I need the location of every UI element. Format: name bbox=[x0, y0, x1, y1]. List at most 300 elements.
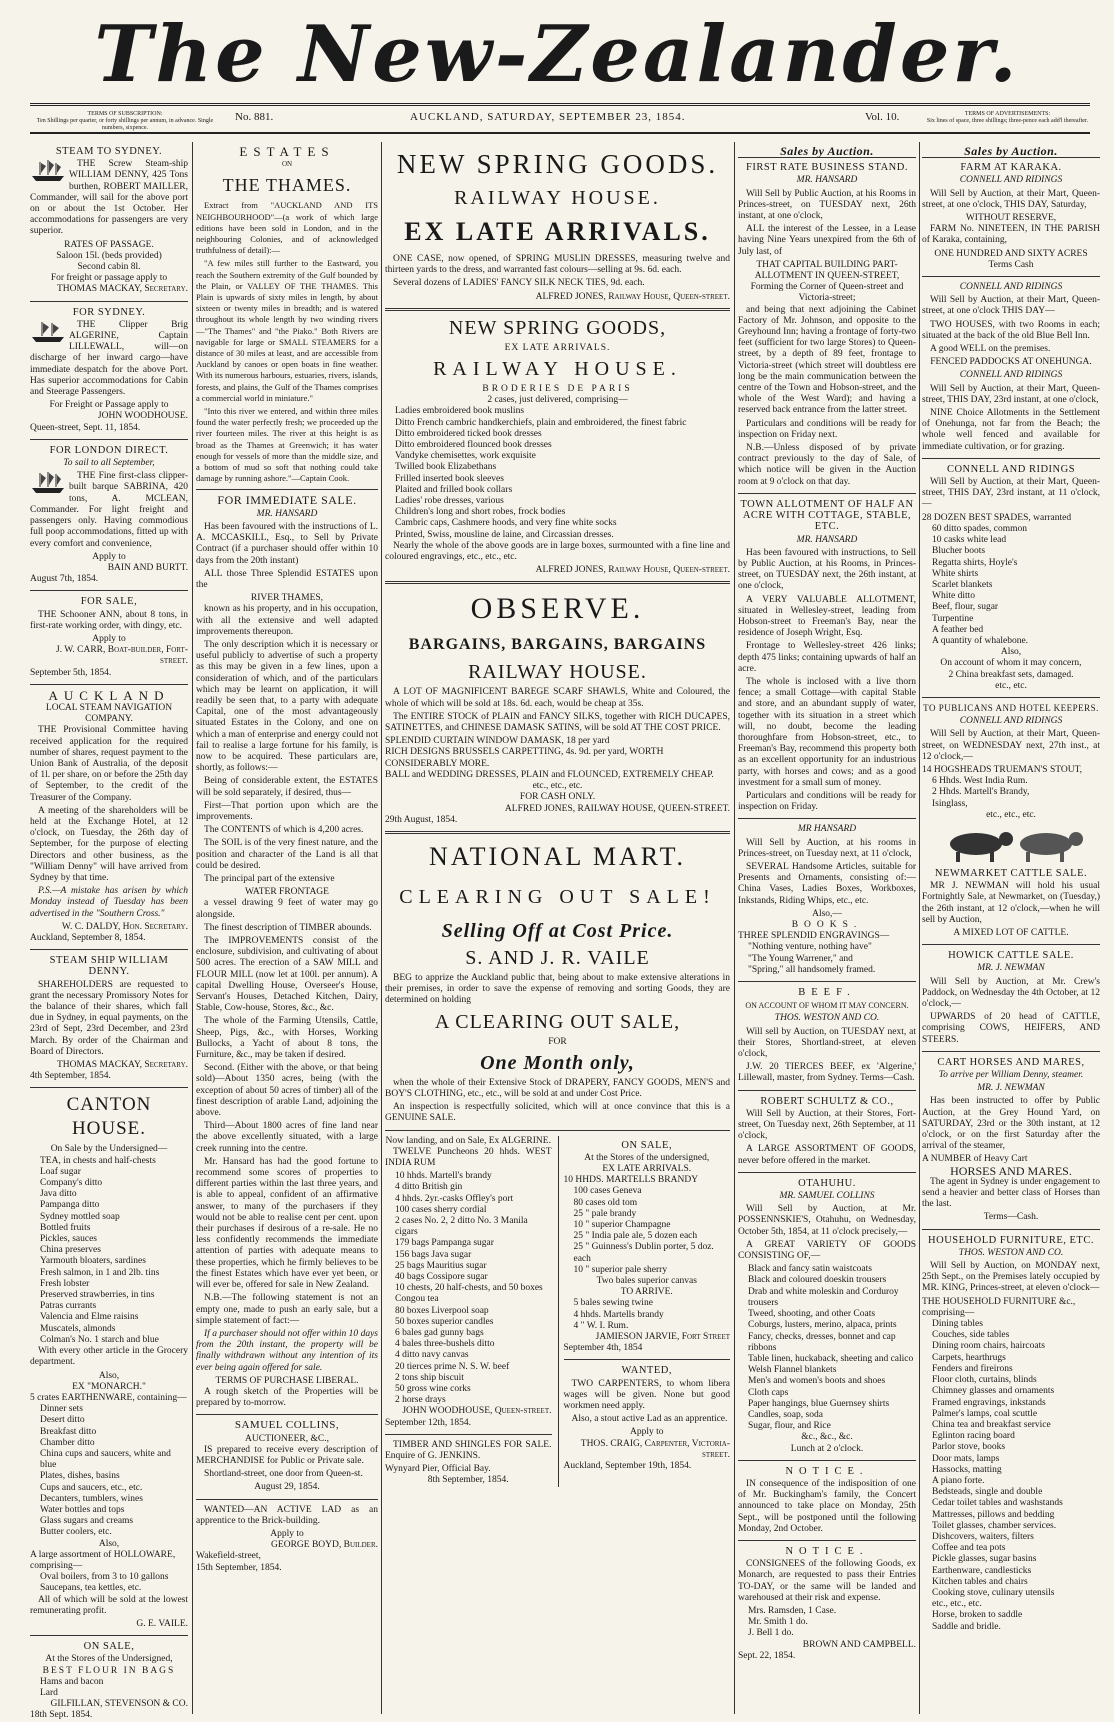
list-item: Sydney mottled soap bbox=[40, 1211, 120, 1222]
ad-heading: TOWN ALLOTMENT OF HALF AN ACRE WITH COTTAGE, STABLE, ETC. bbox=[740, 498, 914, 533]
ad-body: The ENTIRE STOCK of PLAIN and FANCY SILKS, together with RICH DUCAPES, SATINETTES, and CHINESE DAMASK SATINS, will be sold AT THE COST PRICE. bbox=[385, 711, 730, 734]
divider bbox=[385, 1130, 730, 1131]
list-item: TEA, in chests and half-chests bbox=[40, 1155, 156, 1166]
list-item: 60 ditto spades, common bbox=[932, 523, 1027, 534]
ad-body: Will Sell by Auction, at their Mart, Queen-street, on WEDNESDAY next, 27th inst., at 12 o'clock,— bbox=[922, 729, 1100, 762]
ad-body: The CONTENTS of which is 4,200 acres. bbox=[204, 825, 364, 836]
list-item: China preserves bbox=[40, 1245, 101, 1256]
ad-heading: NOTICE. bbox=[785, 1545, 869, 1557]
column-rule bbox=[192, 142, 193, 1714]
list-item: Door mats, lamps bbox=[932, 1453, 1000, 1464]
ad-body: J.W. 20 TIERCES BEEF, ex 'Algerine,' Lillewall, master, from Sydney. Terms—Cash. bbox=[738, 1062, 916, 1084]
list-item: Isinglass, bbox=[932, 798, 968, 809]
list-item: Water bottles and tops bbox=[40, 1504, 125, 1515]
ad-line: Two bales superior canvas bbox=[596, 1275, 697, 1286]
ad-subheading: At the Stores of the undersigned, bbox=[584, 1152, 710, 1163]
ad-body: WANTED—AN ACTIVE LAD as an apprentice to the Brick-building. bbox=[196, 1504, 378, 1526]
list-item: 40 bags Cossipore sugar bbox=[395, 1271, 488, 1282]
ad-subheading: EX LATE ARRIVALS. bbox=[602, 1163, 692, 1174]
list-item: Plaited and frilled book collars bbox=[395, 484, 513, 495]
auctioneer-name: MR. J. NEWMAN bbox=[977, 1083, 1045, 1094]
list-item: 2 horse drays bbox=[395, 1395, 446, 1406]
goods-list bbox=[922, 524, 1100, 647]
list-item: 50 boxes superior candles bbox=[395, 1316, 494, 1327]
ad-body: CONSIGNEES of the following Goods, ex Monarch, are requested to pass their Entries TO-DAY, or the same will be landed and warehoused at their risk and expense. bbox=[738, 1559, 916, 1603]
ad-line: Also, bbox=[98, 1370, 120, 1381]
list-item: Plates, dishes, basins bbox=[40, 1471, 120, 1482]
list-item: Fresh lobster bbox=[40, 1278, 90, 1289]
ad-body: Particulars and conditions will be ready for inspection on Friday. bbox=[738, 790, 916, 813]
ad-body: Second. (Either with the above, or that being sold)—About 1350 acres, being (with the exception of about 50 acres of timber) all of the finest description of arable Land, adjoining the above. bbox=[196, 1063, 378, 1119]
ad-line: Terms Cash bbox=[988, 259, 1034, 270]
ad-heading: WANTED, bbox=[621, 1365, 672, 1377]
goods-list bbox=[30, 1156, 188, 1346]
ad-body: Will Sell by Auction, at their Mart, Queen-street, at one o'clock, THIS DAY, Saturday, bbox=[922, 188, 1100, 210]
ad-heading: FENCED PADDOCKS AT ONEHUNGA. bbox=[930, 357, 1092, 368]
auctioneer-name: MR HANSARD bbox=[797, 824, 857, 835]
ad-body: Will Sell by Auction, on MONDAY next, 25th Sept., on the Premises lately occupied by MR. KING, Princes-street, at eleven o'clock— bbox=[922, 1261, 1100, 1294]
ad-body: UPWARDS of 20 head of CATTLE, comprising COWS, HEIFERS, AND STEERS. bbox=[922, 1012, 1100, 1045]
list-item: Glass sugars and creams bbox=[40, 1516, 134, 1527]
ad-line: For freight or passage apply to bbox=[50, 273, 168, 284]
list-item: 25 " India pale ale, 5 dozen each bbox=[573, 1231, 698, 1242]
ad-line: TO ARRIVE. bbox=[620, 1287, 673, 1298]
list-item: Cedar toilet tables and washstands bbox=[932, 1498, 1063, 1509]
ad-line: BALL and WEDDING DRESSES, PLAIN and FLOUNCED, EXTREMELY CHEAP. bbox=[385, 769, 714, 780]
divider bbox=[738, 1172, 916, 1173]
issue-number: No. 881. bbox=[235, 111, 274, 123]
ad-heading: FOR LONDON DIRECT. bbox=[49, 444, 169, 456]
column-rule bbox=[734, 142, 735, 1714]
ad-heading: CART HORSES AND MARES, bbox=[937, 1056, 1085, 1068]
ad-signature: JAMIESON JARVIE, Fort Street bbox=[595, 1331, 730, 1342]
ad-line: 2 China breakfast sets, damaged. bbox=[948, 669, 1074, 680]
ad-body: BEG to apprize the Auckland public that, being about to make extensive alterations in their premises, in order to save the expense of removing and sorting Goods, they are determined on holding bbox=[385, 972, 730, 1006]
ad-line: &c., &c., &c. bbox=[801, 1432, 853, 1443]
list-item: Blucher boots bbox=[932, 546, 986, 557]
ad-body: Extract from "AUCKLAND AND ITS NEIGHBOURHOOD"—(a work of which large editions have been sold in London, and in the neighbouring Colonies, and of acknowledged truthfulness of detail):— bbox=[196, 200, 378, 256]
list-item: Black and coloured doeskin trousers bbox=[748, 1275, 887, 1286]
ad-line: EX "MONARCH." bbox=[72, 1381, 146, 1392]
list-item: 25 " pale brandy bbox=[573, 1208, 637, 1219]
ad-body: A LARGE ASSORTMENT OF GOODS, never before offered in the market. bbox=[738, 1144, 916, 1166]
ad-signature: ALFRED JONES, Railway House, Queen-street. bbox=[535, 565, 730, 576]
ad-date: 18th Sept. 1854. bbox=[30, 1710, 93, 1721]
list-item: 10 chests, 20 half-chests, and 50 boxes Congou tea bbox=[395, 1283, 543, 1305]
ad-heading: One Month only, bbox=[480, 1051, 635, 1074]
list-item: Oval boilers, from 3 to 10 gallons bbox=[40, 1572, 169, 1583]
ad-subheading: AUCTIONEER, &C., bbox=[245, 1433, 329, 1444]
goods-list bbox=[922, 776, 1100, 810]
list-item: Java ditto bbox=[40, 1189, 77, 1200]
ad-body: The agent in Sydney is under engagement to send a heavier and better class of Horses than the last. bbox=[922, 1176, 1100, 1210]
ad-date: 4th September, 1854. bbox=[30, 1071, 111, 1082]
ad-line: Also, bbox=[1000, 647, 1022, 658]
divider bbox=[564, 1359, 731, 1360]
ad-line: THAT CAPITAL BUILDING PART-ALLOTMENT IN QUEEN-STREET, bbox=[754, 259, 900, 282]
list-item: Twilled book Elizabethans bbox=[395, 462, 497, 473]
list-item: Mr. Smith 1 do. bbox=[748, 1617, 808, 1628]
list-item: Company's ditto bbox=[40, 1178, 103, 1189]
ad-heading: EX LATE ARRIVALS. bbox=[404, 217, 711, 246]
goods-list bbox=[30, 1572, 188, 1594]
ad-line: THE HOUSEHOLD FURNITURE &c., comprising— bbox=[922, 1296, 1076, 1318]
list-item: Fenders and fireirons bbox=[932, 1363, 1013, 1374]
newspaper-title: The New-Zealander. bbox=[94, 9, 1020, 100]
ad-heading: STEAM SHIP WILLIAM DENNY. bbox=[49, 955, 169, 978]
ad-line: Wakefield-street, bbox=[196, 1551, 261, 1562]
ad-body: IN consequence of the indisposition of one of Mr. Buckingham's family, the Concert announced to take place on Monday, 25th Sept., will be postponed until the following Monday, 2nd October. bbox=[738, 1478, 916, 1534]
column-4 bbox=[738, 142, 916, 1714]
ad-date: 8th September, 1854. bbox=[427, 1475, 509, 1486]
list-item: Hassocks, matting bbox=[932, 1464, 1002, 1475]
list-item: 2 cases No. 2, 2 ditto No. 3 Manila cigars bbox=[395, 1215, 528, 1238]
ad-body: TWO CARPENTERS, to whom libera wages will be given. None but good workmen need apply. bbox=[563, 1378, 730, 1411]
ad-line: 5 crates EARTHENWARE, containing— bbox=[30, 1392, 187, 1403]
divider bbox=[922, 697, 1100, 698]
list-item: Dishcovers, waiters, filters bbox=[932, 1531, 1034, 1542]
ad-body: known as his property, and in his occupation, with all the extensive and well adapted improvements thereupon. bbox=[196, 604, 378, 637]
cattle-illustration-icon bbox=[926, 824, 1096, 864]
ad-line: WATER FRONTAGE bbox=[245, 887, 329, 898]
ad-date: Sept. 22, 1854. bbox=[738, 1650, 796, 1661]
ad-subheading: At the Stores of the Undersigned, bbox=[45, 1654, 173, 1665]
list-item: A quantity of whalebone. bbox=[932, 635, 1029, 646]
auctioneer-name: MR. HANSARD bbox=[796, 175, 858, 186]
ad-line: "Nothing venture, nothing have" bbox=[748, 942, 872, 953]
ad-line: RIVER THAMES, bbox=[250, 593, 324, 604]
ad-body: Will Sell by Auction, at their Mart, Queen-street, at one o'clock THIS DAY— bbox=[922, 295, 1100, 317]
ad-heading: CANTON HOUSE. bbox=[66, 1094, 152, 1140]
ad-line: A NUMBER of Heavy Cart bbox=[922, 1154, 1028, 1165]
ad-line: TERMS OF PURCHASE LIBERAL. bbox=[215, 1375, 359, 1386]
divider bbox=[738, 1540, 916, 1541]
ad-line: Wynyard Pier, Official Bay. bbox=[385, 1464, 491, 1475]
auctioneer-name: CONNELL AND RIDINGS bbox=[959, 716, 1063, 727]
list-item: Floor cloth, curtains, blinds bbox=[932, 1375, 1037, 1386]
ad-line: Apply to bbox=[270, 1528, 304, 1539]
ad-heading: HORSES AND MARES. bbox=[950, 1163, 1072, 1178]
ad-line: "Spring," all handsomely framed. bbox=[748, 964, 876, 975]
column-rule bbox=[381, 142, 382, 1714]
list-item: Printed, Swiss, mousline de laine, and Circassian dresses. bbox=[395, 529, 614, 540]
ad-body: THE Schooner ANN, about 8 tons, in first-rate working order, with dingy, etc. bbox=[30, 609, 188, 631]
ad-body: All of which will be sold at the lowest remunerating profit. bbox=[30, 1594, 188, 1616]
ad-body: TIMBER AND SHINGLES FOR SALE. Enquire of G. JENKINS. bbox=[385, 1439, 552, 1462]
ad-heading: CONNELL AND RIDINGS bbox=[946, 463, 1076, 475]
list-item: 6 Hhds. West India Rum. bbox=[932, 776, 1028, 787]
masthead bbox=[0, 0, 1114, 100]
section-heading: Sales by Auction. bbox=[738, 146, 916, 158]
divider bbox=[30, 684, 188, 685]
goods-list bbox=[564, 1186, 731, 1276]
ad-body: With every other article in the Grocery department. bbox=[30, 1346, 188, 1368]
column-1 bbox=[30, 142, 188, 1721]
advertisement-terms-label: TERMS OF ADVERTISEMENTS: bbox=[964, 111, 1051, 117]
ad-body: N.B.—Unless disposed of by private contract previously to the day of Sale, of which notice will be given in the Auction room at 9 o'clock on that day. bbox=[738, 443, 916, 487]
ad-line: Apply to bbox=[92, 633, 126, 644]
ad-line: 2 cases, just delivered, comprising— bbox=[487, 395, 628, 406]
auctioneer-name: MR. HANSARD bbox=[796, 534, 858, 545]
list-item: Bottled fruits bbox=[40, 1222, 91, 1233]
ad-line: ONE HUNDRED AND SIXTY ACRES bbox=[934, 248, 1088, 259]
ad-heading: RAILWAY HOUSE. bbox=[433, 358, 682, 381]
ship-icon bbox=[30, 471, 66, 495]
divider bbox=[385, 581, 730, 584]
list-item: Tweed, shooting, and other Coats bbox=[748, 1309, 876, 1320]
list-item: 80 cases old tom bbox=[573, 1197, 638, 1208]
list-item: Horse, broken to saddle bbox=[932, 1610, 1023, 1621]
ad-body: when the whole of their Extensive Stock of DRAPERY, FANCY GOODS, MEN'S and BOY'S CLOTHING, etc., etc., will be sold at and under Cost Price. bbox=[385, 1077, 730, 1099]
list-item: Yarmouth bloaters, sardines bbox=[40, 1256, 146, 1267]
list-item: Pickle glasses, sugar basins bbox=[932, 1554, 1037, 1565]
divider bbox=[738, 1460, 916, 1461]
ad-body: First—That portion upon which are the improvements. bbox=[196, 800, 378, 822]
ad-heading: RAILWAY HOUSE. bbox=[468, 661, 647, 684]
ad-line: SPLENDID CURTAIN WINDOW DAMASK, 18 per yard bbox=[385, 736, 610, 747]
divider bbox=[30, 301, 188, 302]
ad-line: On account of whom it may concern, bbox=[940, 658, 1082, 669]
list-item: Loaf sugar bbox=[40, 1166, 81, 1177]
ad-body: Will Sell by Auction, at his rooms in Princes-street, on Tuesday next, at 11 o'clock, bbox=[738, 837, 916, 859]
ad-body: Several dozens of LADIES' FANCY SILK NECK TIES, 9d. each. bbox=[393, 278, 645, 289]
ad-signature: JOHN WOODHOUSE, Queen-street. bbox=[402, 1406, 552, 1417]
list-item: Breakfast ditto bbox=[40, 1426, 97, 1437]
list-item: Pickles, sauces bbox=[40, 1234, 97, 1245]
list-item: 100 cases Geneva bbox=[573, 1186, 642, 1197]
ad-line: "The Young Warrener," and bbox=[748, 953, 853, 964]
goods-list bbox=[385, 1171, 552, 1406]
ad-signature: ALFRED JONES, RAILWAY HOUSE, QUEEN-STREET. bbox=[504, 803, 730, 814]
ad-line: BEST FLOUR IN BAGS bbox=[42, 1665, 176, 1676]
divider bbox=[738, 493, 916, 494]
list-item: 4 ditto navy canvas bbox=[395, 1350, 469, 1361]
ad-subheading: RATES OF PASSAGE. bbox=[64, 239, 154, 250]
auctioneer-name: MR. SAMUEL COLLINS bbox=[779, 1191, 875, 1202]
ad-heading: AUCKLAND bbox=[48, 687, 170, 703]
list-item: Framed engravings, inkstands bbox=[932, 1397, 1046, 1408]
list-item: 6 bales gad gunny bags bbox=[395, 1327, 484, 1338]
ad-body: The principal part of the extensive bbox=[204, 873, 335, 884]
list-item: 179 bags Pampanga sugar bbox=[395, 1238, 494, 1249]
list-item: 10 hhds. Martell's brandy bbox=[395, 1171, 492, 1182]
ad-date: August 7th, 1854. bbox=[30, 574, 99, 585]
two-column-ads bbox=[385, 1136, 730, 1487]
list-item: Preserved strawberries, in tins bbox=[40, 1290, 155, 1301]
ad-signature: GEORGE BOYD, Builder. bbox=[271, 1540, 378, 1551]
ad-line: Apply to bbox=[629, 1427, 664, 1438]
ad-body: NINE Choice Allotments in the Settlement of Onehunga, not far from the Beach; the whole well fenced and available for immediate cultivation, or for grazing. bbox=[922, 408, 1100, 452]
ad-heading: FIRST RATE BUSINESS STAND. bbox=[746, 162, 908, 174]
ad-heading: A CLEARING OUT SALE, bbox=[434, 1010, 681, 1033]
subscription-terms-text: Ten Shillings per quarter, or forty shillings per annum, in advance. Single numbers, sixpence. bbox=[36, 118, 214, 131]
ad-body: ONE CASE, now opened, of SPRING MUSLIN DRESSES, measuring twelve and thirteen yards to the dress, and warranted fast colours—selling at 9s. 6d. each. bbox=[385, 254, 730, 276]
ad-body: THE Clipper Brig ALGERINE, Captain LILLEWALL, will—on discharge of her inward cargo—have immediate despatch for the above Port. Has superior accommodations for Cabin and Steerage Passengers. bbox=[30, 319, 188, 398]
ad-heading: NEW SPRING GOODS, bbox=[448, 316, 667, 339]
list-item: Valencia and Elme raisins bbox=[40, 1312, 139, 1323]
list-item: Dining room chairs, haircoats bbox=[932, 1341, 1045, 1352]
list-item: J. Bell 1 do. bbox=[748, 1628, 794, 1639]
divider bbox=[738, 818, 916, 819]
ad-line: Second cabin 8l. bbox=[77, 262, 141, 273]
ad-body: A rough sketch of the Properties will be prepared by to-morrow. bbox=[196, 1386, 378, 1409]
list-item: Children's long and short robes, frock bodies bbox=[395, 507, 566, 518]
ad-signature: BAIN AND BURTT. bbox=[107, 562, 188, 573]
ad-body: Mr. Hansard has had the good fortune to recommend some scores of properties to different parties within the last three years, and is able to appeal, confident of an affirmative answer, to many of the purchasers if they would not be able to realise cent per cent. upon their purchases if desirous of a re-sale. He no less confidently recommends the immediate attention of parties with adequate means to these properties, which he firmly believes to be the finest Estates which have ever yet been, or will ever be, offered for sale in New Zealand. bbox=[196, 1156, 378, 1291]
list-item: 20 tierces prime N. S. W. beef bbox=[395, 1361, 510, 1372]
list-item: 2 tons ship biscuit bbox=[395, 1372, 464, 1383]
list-item: Ditto embroidered flounced book dresses bbox=[395, 440, 552, 451]
list-item: Cups and saucers, etc., etc. bbox=[40, 1482, 143, 1493]
ad-date: September 4th, 1854 bbox=[563, 1343, 643, 1354]
ad-body: A meeting of the shareholders will be held at the Exchange Hotel, at 12 o'clock, on Tuesday, the 26th day of September, for the purpose of electing Directors and other business, as the "William Denny" will have arrived from Sydney by that time. bbox=[30, 805, 188, 883]
ad-postscript: P.S.—A mistake has arisen by which Monday instead of Tuesday has been advertised in the "Southern Cross." bbox=[30, 886, 188, 919]
column-2 bbox=[196, 142, 378, 1714]
divider bbox=[738, 981, 916, 982]
divider bbox=[385, 831, 730, 834]
list-item: Saddle and bridle. bbox=[932, 1621, 1001, 1632]
ship-icon bbox=[30, 320, 66, 344]
ad-body: A LOT OF MAGNIFICENT BAREGE SCARF SHAWLS, White and Coloured, the whole of which will be sold at 18s. 6d. each, would be cheap at 35s. bbox=[385, 687, 730, 709]
divider bbox=[922, 1051, 1100, 1052]
list-item: Hams and bacon bbox=[40, 1676, 104, 1687]
ad-signature: THOS. CRAIG, Carpenter, Victoria-street. bbox=[580, 1438, 730, 1460]
ad-heading: ON SALE, bbox=[621, 1139, 673, 1151]
ad-body: Will Sell by Auction, at their Mart, Queen-street, THIS DAY, 23rd instant, at one o'clock, bbox=[922, 383, 1100, 405]
ad-heading: THE THAMES. bbox=[222, 175, 352, 196]
ad-heading: STEAM TO SYDNEY. bbox=[55, 146, 163, 157]
ad-heading: ON SALE, bbox=[83, 1641, 135, 1653]
ad-date: September 12th, 1854. bbox=[385, 1417, 472, 1428]
ad-line: RICH DESIGNS BRUSSELS CARPETTING, 4s. 9d. per yard, WORTH CONSIDERABLY MORE. bbox=[385, 747, 664, 769]
ad-signature: W. C. DALDY, Hon. Secretary. bbox=[61, 921, 188, 932]
ad-line: Saloon 15l. (beds provided) bbox=[56, 250, 162, 261]
list-item: 50 gross wine corks bbox=[395, 1384, 471, 1394]
auctioneer-name: THOS. WESTON AND CO. bbox=[958, 1247, 1064, 1258]
ad-body: SHAREHOLDERS are requested to grant the necessary Promissory Notes for the balance of their shares, which fall due in Sydney, in equal payments, on the 23rd of Sept, 23rd December, and 23rd March. By order of the Chairman and Board of Directors. bbox=[30, 979, 188, 1057]
ad-quote: "A few miles still further to the Eastward, you reach the Southern extremity of the Gulf bounded by the Plain, or VALLEY OF THE THAMES. This Plain is upwards of sixty miles in length, by about sixteen or twenty miles in breadth; and is watered throughout its whole length by two winding rivers—"The Thames" and "the Piako." Both Rivers are navigable for large or SMALL STEAMERS for a distance of 30 miles at least, and are accessible from Auckland by canoes or open boats in fine weather. With its numerous harbours, estuaries, rivers, islands, forests, and plains, the Gulf of the Thames comprises a commercial world in miniature." bbox=[196, 258, 378, 403]
ad-signature: THOMAS MACKAY, Secretary. bbox=[56, 284, 188, 295]
ad-heading: BARGAINS, BARGAINS, BARGAINS bbox=[408, 636, 707, 654]
ad-heading: Selling Off at Cost Price. bbox=[441, 919, 674, 942]
ad-heading: OBSERVE. bbox=[470, 592, 645, 626]
ad-signature: GILFILLAN, STEVENSON & CO. bbox=[50, 1699, 188, 1710]
ad-line: Also,— bbox=[812, 908, 842, 919]
ad-body: IS prepared to receive every description of MERCHANDISE for Public or Private sale. bbox=[196, 1444, 378, 1466]
list-item: Sugar, flour, and Rice bbox=[748, 1421, 831, 1432]
ad-signature: THOMAS MACKAY, Secretary. bbox=[56, 1060, 188, 1071]
ad-heading: NATIONAL MART. bbox=[428, 841, 687, 871]
ad-line: A large assortment of HOLLOWARE, comprising— bbox=[30, 1549, 176, 1571]
list-item: Scarlet blankets bbox=[932, 579, 993, 590]
list-item: Saucepans, tea kettles, etc. bbox=[40, 1583, 142, 1594]
ad-heading: NEW SPRING GOODS. bbox=[396, 149, 719, 179]
column-rule bbox=[919, 142, 920, 1714]
ad-body: A VERY VALUABLE ALLOTMENT, situated in Wellesley-street, leading from Hobson-street to Freeman's Bay, near the residence of Joseph Wright, Esq. bbox=[738, 594, 916, 639]
list-item: Chamber ditto bbox=[40, 1437, 95, 1448]
ad-date: September 5th, 1854. bbox=[30, 667, 112, 678]
ad-body: A GREAT VARIETY OF GOODS CONSISTING OF,— bbox=[738, 1239, 916, 1262]
ship-icon bbox=[30, 159, 66, 183]
list-item: Regatta shirts, Hoyle's bbox=[932, 557, 1018, 568]
list-item: White shirts bbox=[932, 568, 979, 579]
ad-heading: NEWMARKET CATTLE SALE. bbox=[934, 867, 1088, 879]
divider bbox=[30, 439, 188, 440]
ad-subheading: On Sale by the Undersigned— bbox=[50, 1144, 168, 1155]
ad-body: TWO HOUSES, with two Rooms in each; situated at the back of the old Blue Bell Inn. bbox=[922, 319, 1100, 341]
list-item: Muscatels, almonds bbox=[40, 1323, 116, 1334]
list-item: 156 bags Java sugar bbox=[395, 1249, 472, 1260]
ad-line: A MIXED LOT OF CATTLE. bbox=[953, 927, 1069, 938]
ad-heading: FOR SYDNEY. bbox=[72, 306, 146, 318]
list-item: 4 bales three-bushels ditto bbox=[395, 1339, 495, 1350]
list-item: Fancy, checks, dresses, bonnet and cap ribbons bbox=[748, 1331, 896, 1353]
column-5 bbox=[922, 142, 1100, 1714]
list-item: China tea and breakfast service bbox=[932, 1419, 1051, 1430]
list-item: Carpets, hearthrugs bbox=[932, 1352, 1006, 1363]
list-item: A piano forte. bbox=[932, 1475, 985, 1486]
ad-body: N.B.—The following statement is not an empty one, made to push an early sale, but a simple statement of fact:— bbox=[196, 1293, 378, 1326]
ad-body: THE Provisional Committee having received application for the required number of shares, request payment to the Union Bank of Australia, of the deposit of 1l. per share, on or before the 25th day of September, to the credit of the Treasurer of the Company. bbox=[30, 725, 188, 803]
goods-list bbox=[30, 1677, 188, 1699]
list-item: Beef, flour, sugar bbox=[932, 602, 999, 613]
ad-body: Particulars and conditions will be ready for inspection on Friday next. bbox=[738, 418, 916, 440]
ad-heading: S. AND J. R. VAILE bbox=[465, 946, 650, 969]
ad-body: A good WELL on the premises. bbox=[930, 344, 1051, 355]
list-item: 80 boxes Liverpool soap bbox=[395, 1305, 489, 1316]
list-item: 100 cases sherry cordial bbox=[395, 1204, 487, 1215]
goods-list bbox=[738, 1606, 916, 1640]
ad-body: TWELVE Puncheons 20 hhds. WEST INDIA RUM bbox=[385, 1146, 552, 1168]
list-item: 25 " Guinness's Dublin porter, 5 doz. each bbox=[573, 1242, 714, 1264]
goods-list bbox=[564, 1298, 731, 1332]
ad-body: Will sell by Auction, on TUESDAY next, at their Stores, Shortland-street, at eleven o'clock, bbox=[738, 1026, 916, 1060]
ad-line: etc., etc., etc. bbox=[532, 781, 583, 792]
list-item: Butter coolers, etc. bbox=[40, 1527, 112, 1538]
list-item: 4 " W. I. Rum. bbox=[573, 1320, 629, 1331]
list-item: Lard bbox=[40, 1687, 58, 1698]
ad-body: Nearly the whole of the above goods are in large boxes, surmounted with a fine line and coloured engravings, etc., etc., etc. bbox=[385, 540, 730, 563]
ad-date: Queen-street, Sept. 11, 1854. bbox=[30, 422, 141, 433]
list-item: Black and fancy satin waistcoats bbox=[748, 1264, 872, 1275]
list-item: Decanters, tumblers, wines bbox=[40, 1493, 143, 1504]
divider bbox=[30, 590, 188, 591]
auctioneer-name: THOS. WESTON AND CO. bbox=[774, 1013, 880, 1024]
divider bbox=[30, 949, 188, 950]
ad-quote: "Into this river we entered, and within three miles found the water perfectly fresh; we proceeded up the river fourteen miles. The river at this height is as broad as the Thames at Greenwich; it has water enough for vessels of more than the middle size, and a bottom of mud so soft that nothing could take damage by running ashore."—Captain Cook. bbox=[196, 406, 378, 484]
ad-heading: HOUSEHOLD FURNITURE, ETC. bbox=[928, 1234, 1094, 1246]
list-item: Paper hangings, blue Guernsey shirts bbox=[748, 1398, 890, 1409]
ad-body: The only description which it is necessary or useful publicly to advertise of such a property as this may be given in a few lines, upon a consideration of which, and of the particulars which may be learnt on application, it will readily be seen that, to a party with adequate Capital, one of the most advantageously situated Estates in the Colony, and one on which a man of enterprise and energy could not fail to realise a large fortune for his family, is now to be acquired. These particulars are, shortly, as follows:— bbox=[196, 639, 378, 774]
divider bbox=[738, 1090, 916, 1091]
list-item: 4 hhds. 2yr.-casks Offley's port bbox=[395, 1193, 514, 1204]
list-item: Toilet glasses, chamber services. bbox=[932, 1520, 1057, 1531]
list-item: Chimney glasses and ornaments bbox=[932, 1386, 1055, 1397]
ad-body: Being of considerable extent, the ESTATES will be sold separately, if desired, thus— bbox=[196, 776, 378, 798]
divider bbox=[196, 489, 378, 490]
divider bbox=[30, 1087, 188, 1088]
ad-heading: OTAHUHU. bbox=[798, 1177, 856, 1189]
ad-subheading: ON ACCOUNT OF WHOM IT MAY CONCERN. bbox=[745, 1001, 909, 1011]
list-item: Colman's No. 1 starch and blue bbox=[40, 1334, 159, 1345]
ad-body: Also, a stout active Lad as an apprentice. bbox=[571, 1414, 728, 1425]
ad-subheading: To arrive per William Denny, steamer. bbox=[938, 1070, 1084, 1081]
list-item: Dinner sets bbox=[40, 1404, 84, 1415]
ad-body: Has been instructed to offer by Public Auction, at the Grey Hound Yard, on SATURDAY, 23rd or the 30th instant, at 12 o'clock, or on the first Saturday after the arrival of the steamer, bbox=[922, 1096, 1100, 1152]
divider bbox=[922, 944, 1100, 945]
ad-body: THE Fine first-class clipper-built barque SABRINA, 420 tons, A. MCLEAN, Commander. For light freight and passengers only. Having commodious full poop accommodations, fitted up with every comfort and convenience, bbox=[30, 471, 188, 549]
ad-line: WITHOUT RESERVE, bbox=[965, 213, 1057, 224]
